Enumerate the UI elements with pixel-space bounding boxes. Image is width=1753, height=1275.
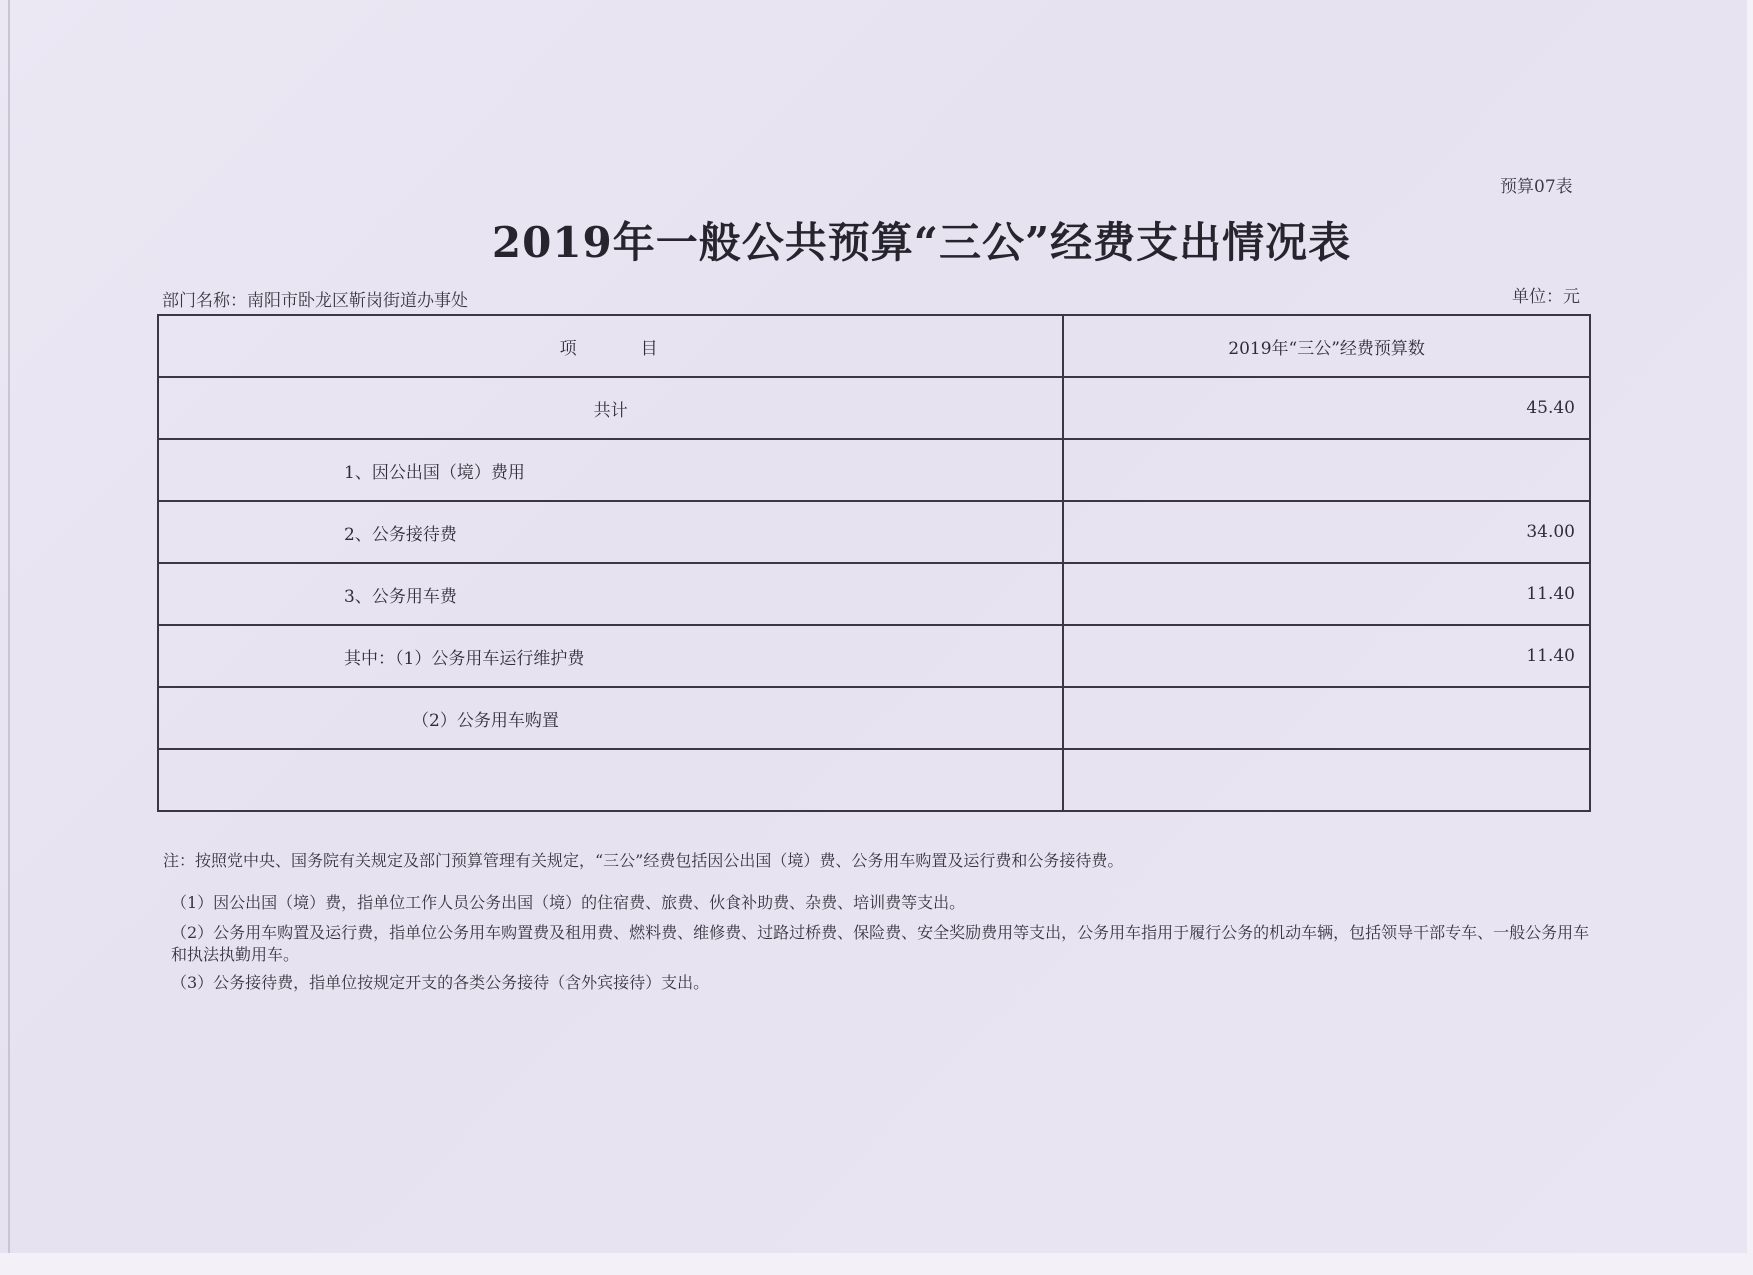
row-value: 45.40 (1063, 377, 1590, 439)
header-item (158, 315, 1063, 377)
row-label: （2）公务用车购置 (158, 687, 1063, 749)
department-name: 部门名称：南阳市卧龙区靳岗街道办事处 (162, 291, 468, 311)
budget-table (157, 314, 1591, 812)
scan-edge-right (1747, 0, 1753, 1275)
row-label (158, 749, 1063, 811)
form-number: 预算07表 (1500, 177, 1573, 197)
note-item: （3）公务接待费，指单位按规定开支的各类公务接待（含外宾接待）支出。 (171, 973, 710, 992)
row-value: 11.40 (1063, 563, 1590, 625)
scan-edge-left (8, 0, 10, 1275)
note-item: （2）公务用车购置及运行费，指单位公务用车购置费及租用费、燃料费、维修费、过路过桥费、保险费、安全奖励费用等支出，公务用车指用于履行公务的机动车辆，包括领导干部专车、一般公务用车和执法执勤用车。 (171, 923, 1590, 964)
header-item-label: 项 目 (559, 338, 662, 359)
table-row (158, 501, 1590, 563)
row-label: 共计 (158, 377, 1063, 439)
table-row-empty (158, 749, 1590, 811)
row-label: 1、因公出国（境）费用 (158, 439, 1063, 501)
note-main: 注：按照党中央、国务院有关规定及部门预算管理有关规定，“三公”经费包括因公出国（境）费、公务用车购置及运行费和公务接待费。 (163, 851, 1124, 870)
notes-section (163, 850, 1593, 994)
row-label: 3、公务用车费 (158, 563, 1063, 625)
row-label: 2、公务接待费 (158, 501, 1063, 563)
table-row (158, 377, 1590, 439)
header-value: 2019年“三公”经费预算数 (1063, 315, 1590, 377)
row-value: 34.00 (1063, 501, 1590, 563)
row-value: 11.40 (1063, 625, 1590, 687)
table-row (158, 563, 1590, 625)
table-row (158, 625, 1590, 687)
row-value (1063, 439, 1590, 501)
scan-edge-bottom (0, 1253, 1753, 1275)
table-row (158, 439, 1590, 501)
note-item: （1）因公出国（境）费，指单位工作人员公务出国（境）的住宿费、旅费、伙食补助费、杂费、培训费等支出。 (171, 893, 966, 912)
document-title: 2019年一般公共预算“三公”经费支出情况表 (491, 218, 1352, 267)
row-label: 其中：（1）公务用车运行维护费 (158, 625, 1063, 687)
table-row (158, 687, 1590, 749)
row-value (1063, 749, 1590, 811)
currency-unit: 单位：元 (1512, 287, 1580, 307)
row-value (1063, 687, 1590, 749)
table-header-row (158, 315, 1590, 377)
